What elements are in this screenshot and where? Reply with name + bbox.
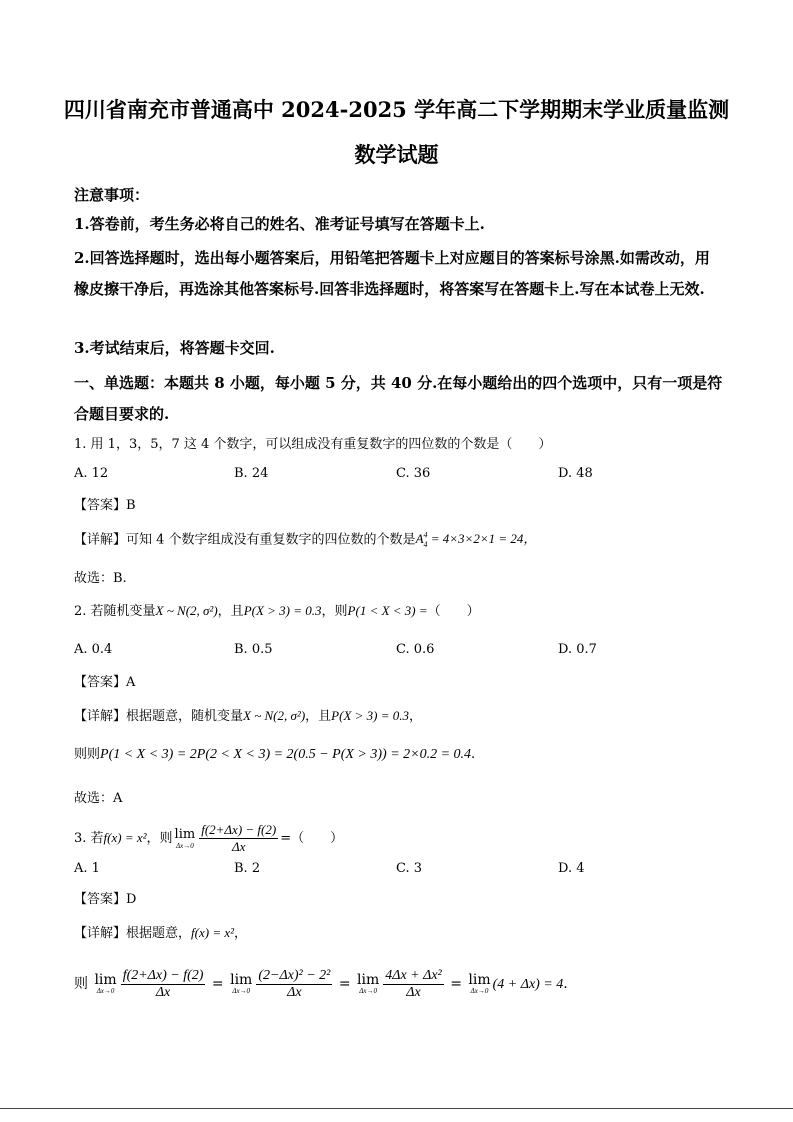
q3-detail-text: 根据题意， — [126, 926, 192, 941]
notice-item-2: 2.回答选择题时，选出每小题答案后，用铅笔把答题卡上对应题目的答案标号涂黑.如需改动，用橡皮擦干净后，再选涂其他答案标号.回答非选择题时，将答案写在答题卡上.写在本试卷上无效. — [74, 249, 710, 298]
q3-detail-end: ， — [234, 926, 248, 941]
q2-stem — [74, 601, 480, 622]
q1-conclusion: 故选：B. — [74, 571, 127, 586]
q1-detail-label: 【详解】 — [74, 532, 127, 548]
q3-stem-equals: = — [280, 831, 292, 846]
q3-fraction-3: $\frac{\text{4Δx + Δx²}}{\Delta x}$ — [385, 967, 442, 1000]
q3-answer: 【答案】D — [74, 892, 137, 907]
q1-option-c: C. 36 — [396, 466, 431, 481]
q3-option-c: C. 3 — [396, 861, 423, 876]
section1-heading: 一、单选题：本题共 8 小题，每小题 5 分，共 40 分.在每小题给出的四个选项中，只有一项是符合题目要求的. — [74, 374, 723, 423]
q2-stem-probability: P(X > 3) = 0.3 — [243, 603, 322, 618]
q1-detail-text: 可知 4 个数字组成没有重复数字的四位数的个数是 — [126, 532, 416, 548]
q3-option-b: B. 2 — [234, 861, 261, 876]
q1-detail — [74, 526, 536, 555]
q3-limit-1: lim Δx→0 — [94, 972, 117, 995]
q3-derivation-prefix: 则 — [74, 976, 88, 992]
q3-derivation — [74, 964, 568, 1005]
q2-derivation-prefix: 则则 — [74, 747, 101, 762]
q3-stem-text: 3. 若 — [74, 831, 104, 846]
q2-derivation-formula: P(1 < X < 3) = 2P(2 < X < 3) = 2(0.5 − P(X > 3)) = 2×0.2 = 0.4 — [100, 747, 472, 762]
q2-detail-label: 【详解】 — [74, 709, 127, 724]
q3-final-result: (4 + Δx) = 4 — [492, 977, 564, 992]
q2-option-b: B. 0.5 — [234, 642, 273, 657]
q2-stem-and: ，且 — [217, 604, 244, 619]
notice-item-3: 3.考试结束后，将答题卡交回. — [74, 339, 275, 357]
q3-derivation-end: . — [563, 976, 568, 992]
q3-option-d: D. 4 — [558, 861, 585, 876]
q1-detail-formula: $A^4_4 = 4\times 3\times 2\times 1 = 24$， — [415, 531, 537, 549]
q3-equals-2: = — [338, 976, 351, 992]
q3-option-a: A. 1 — [74, 861, 100, 876]
q3-stem-blank: （ ） — [291, 831, 344, 846]
q2-option-c: C. 0.6 — [396, 642, 435, 657]
q2-stem-then: ，则 — [321, 604, 348, 619]
q2-stem-question: P(1 < X < 3) = — [347, 603, 428, 618]
q3-fraction-2: $\frac{\text{(2−Δx)² − 2²}}{\Delta x}$ — [258, 967, 331, 1000]
q2-derivation — [74, 745, 475, 765]
q3-equals-1: = — [211, 976, 224, 992]
q2-detail — [74, 706, 422, 727]
q2-option-a: A. 0.4 — [74, 642, 113, 657]
notice-item-1: 1.答卷前，考生务必将自己的姓名、准考证号填写在答题卡上. — [74, 215, 485, 233]
q2-stem-blank: （ ） — [427, 604, 480, 619]
q2-derivation-end: . — [471, 747, 476, 762]
q2-detail-and: ，且 — [305, 709, 332, 724]
q1-option-d: D. 48 — [558, 466, 593, 481]
q2-stem-distribution: X ~ N(2, σ²) — [155, 603, 218, 618]
q2-detail-distribution: X ~ N(2, σ²) — [243, 708, 306, 723]
q3-limit-4: lim Δx→0 — [468, 972, 491, 995]
q3-stem — [74, 820, 343, 857]
q3-limit-3: lim Δx→0 — [357, 972, 380, 995]
q1-option-b: B. 24 — [234, 466, 269, 481]
q2-stem-text: 2. 若随机变量 — [74, 604, 156, 619]
q3-fraction-1: $\frac{f(2+\Delta x) - f(2)}{\Delta x}$ — [122, 967, 204, 1000]
q2-option-d: D. 0.7 — [558, 642, 597, 657]
q2-detail-text: 根据题意，随机变量 — [126, 709, 244, 724]
q3-equals-3: = — [450, 976, 462, 992]
q3-detail-label: 【详解】 — [74, 926, 127, 941]
page-bottom-rule — [0, 1108, 793, 1109]
document-title-line2: 数学试题 — [354, 142, 439, 167]
q2-conclusion: 故选：A — [74, 791, 123, 806]
q3-detail — [74, 923, 247, 944]
notice-heading: 注意事项： — [74, 186, 150, 204]
q2-detail-end: ， — [409, 709, 423, 724]
q3-limit-2: lim Δx→0 — [230, 972, 253, 995]
q3-stem-fraction: $\frac{f(2+\Delta x) - f(2)}{\Delta x}$ — [201, 822, 277, 854]
q1-stem: 1. 用 1，3，5，7 这 4 个数字，可以组成没有重复数字的四位数的个数是（ ） — [74, 437, 552, 452]
q3-stem-then: ，则 — [146, 831, 173, 846]
document-title-line1: 四川省南充市普通高中 2024-2025 学年高二下学期期末学业质量监测 — [63, 97, 730, 122]
q1-answer: 【答案】B — [74, 498, 136, 513]
q3-stem-function: f(x) = x² — [103, 830, 147, 845]
q1-option-a: A. 12 — [74, 466, 109, 481]
q2-detail-probability: P(X > 3) = 0.3 — [331, 708, 410, 723]
q3-stem-limit: lim Δx→0 — [174, 826, 196, 850]
q2-answer: 【答案】A — [74, 675, 136, 690]
q3-detail-function: f(x) = x² — [191, 925, 235, 940]
